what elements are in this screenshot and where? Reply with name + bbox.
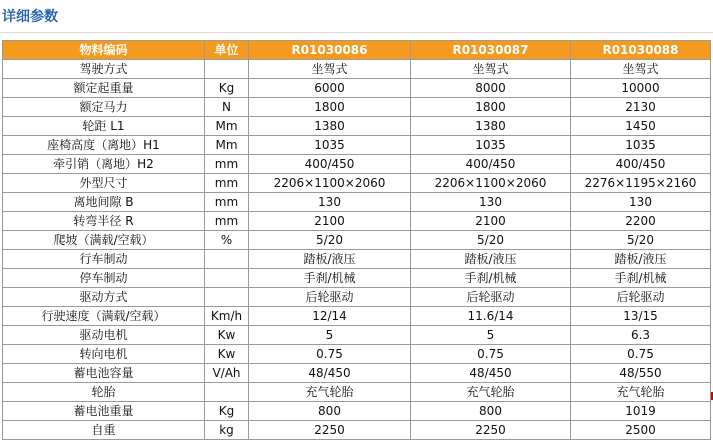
unit-cell: Kw [205,345,249,364]
header-cell: R01030086 [249,41,411,60]
param-name-cell: 驱动方式 [3,288,205,307]
param-name-cell: 轮距 L1 [3,117,205,136]
param-name-cell: 座椅高度（离地）H1 [3,136,205,155]
value-cell: 后轮驱动 [571,288,711,307]
value-cell: 1800 [249,98,411,117]
table-row [3,98,711,117]
value-cell: 5/20 [411,231,571,250]
table-row [3,79,711,98]
value-cell: 130 [571,193,711,212]
param-name-cell: 额定马力 [3,98,205,117]
value-cell: 48/450 [411,364,571,383]
value-cell: 坐驾式 [411,60,571,79]
value-cell: 0.75 [571,345,711,364]
value-cell: 1035 [411,136,571,155]
value-cell: 2500 [571,421,711,440]
title-divider [0,32,713,33]
table-row [3,402,711,421]
unit-cell: Mm [205,136,249,155]
section-title: 详细参数 [2,9,58,25]
value-cell: 13/15 [571,307,711,326]
param-name-cell: 额定起重量 [3,79,205,98]
value-cell: 2200 [571,212,711,231]
value-cell: 手刹/机械 [571,269,711,288]
table-row [3,155,711,174]
table-row [3,250,711,269]
table-row [3,364,711,383]
param-name-cell: 轮胎 [3,383,205,402]
value-cell: 坐驾式 [249,60,411,79]
value-cell: 2206×1100×2060 [249,174,411,193]
value-cell: 1800 [411,98,571,117]
spec-table [2,40,711,440]
header-cell: R01030087 [411,41,571,60]
unit-cell: kg [205,421,249,440]
table-header-row [3,41,711,60]
table-row [3,174,711,193]
param-name-cell: 停车制动 [3,269,205,288]
value-cell: 后轮驱动 [249,288,411,307]
table-row [3,269,711,288]
value-cell: 1019 [571,402,711,421]
table-body [3,60,711,440]
unit-cell [205,288,249,307]
table-row [3,117,711,136]
value-cell: 1035 [571,136,711,155]
param-name-cell: 爬坡（满载/空载） [3,231,205,250]
value-cell: 400/450 [571,155,711,174]
value-cell: 800 [411,402,571,421]
unit-cell: Km/h [205,307,249,326]
value-cell: 踏板/液压 [571,250,711,269]
unit-cell: mm [205,193,249,212]
value-cell: 后轮驱动 [411,288,571,307]
param-name-cell: 转弯半径 R [3,212,205,231]
param-name-cell: 外型尺寸 [3,174,205,193]
table-row [3,307,711,326]
param-name-cell: 转向电机 [3,345,205,364]
value-cell: 1380 [249,117,411,136]
param-name-cell: 行驶速度（满载/空载） [3,307,205,326]
value-cell: 2250 [411,421,571,440]
value-cell: 6.3 [571,326,711,345]
param-name-cell: 行车制动 [3,250,205,269]
table-row [3,345,711,364]
value-cell: 400/450 [249,155,411,174]
header-cell: 物料编码 [3,41,205,60]
unit-cell [205,60,249,79]
value-cell: 1380 [411,117,571,136]
value-cell: 踏板/液压 [249,250,411,269]
value-cell: 6000 [249,79,411,98]
unit-cell: mm [205,212,249,231]
header-cell: R01030088 [571,41,711,60]
unit-cell [205,383,249,402]
param-name-cell: 蓄电池重量 [3,402,205,421]
value-cell: 手刹/机械 [411,269,571,288]
table-row [3,383,711,402]
param-name-cell: 驾驶方式 [3,60,205,79]
value-cell: 0.75 [249,345,411,364]
unit-cell [205,269,249,288]
unit-cell: % [205,231,249,250]
table-row [3,193,711,212]
header-cell: 单位 [205,41,249,60]
value-cell: 5 [249,326,411,345]
value-cell: 踏板/液压 [411,250,571,269]
value-cell: 手刹/机械 [249,269,411,288]
table-row [3,288,711,307]
value-cell: 充气轮胎 [249,383,411,402]
value-cell: 10000 [571,79,711,98]
table-row [3,136,711,155]
value-cell: 130 [411,193,571,212]
value-cell: 0.75 [411,345,571,364]
value-cell: 400/450 [411,155,571,174]
unit-cell: Kg [205,402,249,421]
value-cell: 11.6/14 [411,307,571,326]
value-cell: 2100 [249,212,411,231]
value-cell: 2250 [249,421,411,440]
unit-cell: N [205,98,249,117]
unit-cell: V/Ah [205,364,249,383]
value-cell: 800 [249,402,411,421]
unit-cell: mm [205,174,249,193]
unit-cell: Kw [205,326,249,345]
value-cell: 2276×1195×2160 [571,174,711,193]
value-cell: 1450 [571,117,711,136]
value-cell: 8000 [411,79,571,98]
unit-cell [205,250,249,269]
value-cell: 5/20 [571,231,711,250]
value-cell: 2130 [571,98,711,117]
value-cell: 48/450 [249,364,411,383]
value-cell: 坐驾式 [571,60,711,79]
unit-cell: Kg [205,79,249,98]
param-name-cell: 牵引销（离地）H2 [3,155,205,174]
table-row [3,326,711,345]
value-cell: 2206×1100×2060 [411,174,571,193]
value-cell: 12/14 [249,307,411,326]
param-name-cell: 驱动电机 [3,326,205,345]
value-cell: 5 [411,326,571,345]
param-name-cell: 离地间隙 B [3,193,205,212]
value-cell: 充气轮胎 [411,383,571,402]
value-cell: 130 [249,193,411,212]
table-row [3,231,711,250]
param-name-cell: 蓄电池容量 [3,364,205,383]
table-row [3,212,711,231]
value-cell: 充气轮胎 [571,383,711,402]
value-cell: 2100 [411,212,571,231]
value-cell: 5/20 [249,231,411,250]
value-cell: 48/550 [571,364,711,383]
table-row [3,421,711,440]
param-name-cell: 自重 [3,421,205,440]
value-cell: 1035 [249,136,411,155]
unit-cell: mm [205,155,249,174]
table-row [3,60,711,79]
unit-cell: Mm [205,117,249,136]
